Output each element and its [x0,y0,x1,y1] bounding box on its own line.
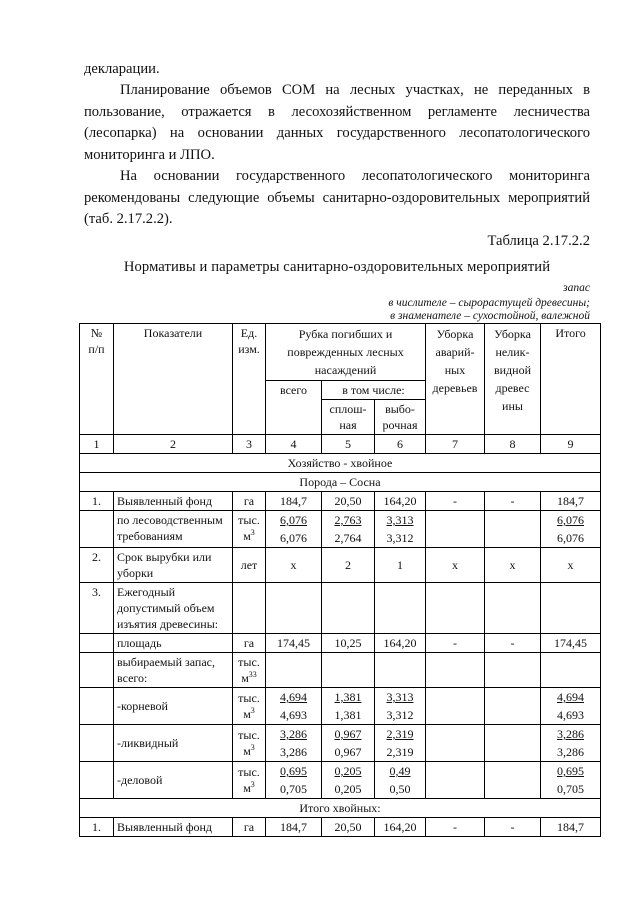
row-unit: тыс. $м^3$ [233,725,266,762]
column-number: 6 [375,435,426,454]
paragraph-line: (лесопарка) на основании данных государственного лесопатологического [84,125,590,142]
cell-selective: 3,313 3,312 [375,688,426,725]
row-num [80,634,114,653]
cell-total: 3,286 3,286 [541,725,601,762]
cell-selective: 164,20 [375,492,426,511]
row-label: выбираемый запас, всего: [114,653,233,688]
table-row [80,634,601,653]
column-number: 7 [426,435,485,454]
table-note: в числителе – сырорастущей древесины; [388,297,590,309]
table-row [80,688,601,725]
header-illiquid: Уборка нелик- видной древес ины [485,324,541,435]
header-emergency: Уборка аварий- ных деревьев [426,324,485,435]
table-row [80,818,601,837]
table-note: в знаменателе – сухостойной, валежной [390,310,590,322]
paragraph-line: На основании государственного лесопатологического мониторинга [120,168,590,184]
table-row [80,583,601,634]
cell-clear: 10,25 [322,634,375,653]
header-total: Итого [541,324,601,435]
row-unit: тыс. $м^3$ [233,688,266,725]
section-row [80,473,601,492]
column-number: 3 [233,435,266,454]
row-label: Выявленный фонд [114,492,233,511]
column-number: 5 [322,435,375,454]
column-number: 2 [114,435,233,454]
header-including: в том числе: [322,381,426,400]
table-row [80,762,601,799]
row-label: -деловой [114,762,233,799]
cell-all: 174,45 [266,634,322,653]
header-felling: Рубка погибших и поврежденных лесных насаждений [266,324,426,381]
cell-illiquid: х [485,548,541,583]
paragraph-line: (таб. 2.17.2.2). [84,211,173,228]
paragraph-planning [84,80,590,166]
cell-emergency: - [426,634,485,653]
row-unit: тыс. $м^3$ [233,511,266,548]
cell-all: х [266,548,322,583]
row-num [80,725,114,762]
cell-illiquid: - [485,492,541,511]
header-clear: сплош- ная [322,400,375,435]
table-title: Нормативы и параметры санитарно-оздоровительных мероприятий [123,259,551,275]
header-unit: Ед. изм. [233,324,266,435]
header-indicators: Показатели [114,324,233,435]
table-note: запас [563,282,590,294]
row-label: по лесоводственным требованиям [114,511,233,548]
cell-illiquid: - [485,818,541,837]
cell-emergency: - [426,492,485,511]
cell-selective: 1 [375,548,426,583]
cell-total: х [541,548,601,583]
cell-clear: 1,381 1,381 [322,688,375,725]
table-row [80,653,601,688]
cell-total: 6,076 6,076 [541,511,601,548]
column-number: 9 [541,435,601,454]
row-unit: тыс. $м^3$ [233,762,266,799]
table-row [80,725,601,762]
row-num: 1. [80,492,114,511]
header-selective: выбо- рочная [375,400,426,435]
row-label: -ликвидный [114,725,233,762]
sanitary-measures-table [79,323,601,837]
table-caption: Таблица 2.17.2.2 [487,233,590,249]
row-num: 3. [80,583,114,634]
section-row [80,454,601,473]
cell-emergency: х [426,548,485,583]
header-all: всего [266,381,322,435]
cell-all: 184,7 [266,492,322,511]
paragraph-line: пользование, отражается в лесохозяйственном регламенте лесничества [84,103,590,120]
cell-illiquid: - [485,634,541,653]
row-label: -корневой [114,688,233,725]
row-unit: га [233,818,266,837]
section-breed: Порода – Сосна [80,473,601,492]
row-unit: га [233,634,266,653]
paragraph-line: мониторинга и ЛПО. [84,146,215,163]
section-totals: Итого хвойных: [80,799,601,818]
paragraph-line: Планирование объемов СОМ на лесных участках, не переданных в [120,82,590,98]
column-number: 8 [485,435,541,454]
cell-total: 184,7 [541,818,601,837]
section-row [80,799,601,818]
cell-all: 6,076 6,076 [266,511,322,548]
cell-total: 184,7 [541,492,601,511]
cell-selective: 164,20 [375,634,426,653]
row-num [80,653,114,688]
cell-all: 4,694 4,693 [266,688,322,725]
row-num: 1. [80,818,114,837]
cell-all: 3,286 3,286 [266,725,322,762]
row-num [80,688,114,725]
cell-illiquid [485,511,541,548]
row-num: 2. [80,548,114,583]
cell-emergency: - [426,818,485,837]
row-label: Срок вырубки или уборки [114,548,233,583]
row-num [80,511,114,548]
cell-clear: 2 [322,548,375,583]
cell-clear: 0,205 0,205 [322,762,375,799]
row-label: площадь [114,634,233,653]
cell-total: 174,45 [541,634,601,653]
column-number: 4 [266,435,322,454]
header-num: № п/п [80,324,114,435]
cell-clear: 20,50 [322,492,375,511]
cell-clear: 20,50 [322,818,375,837]
row-unit: тыс. $м^{33}$ [233,653,266,688]
row-unit: лет [233,548,266,583]
cell-selective: 164,20 [375,818,426,837]
paragraph-line: рекомендованы следующие объемы санитарно-оздоровительных мероприятий [84,189,590,206]
cell-selective: 2,319 2,319 [375,725,426,762]
cell-clear: 2,763 2,764 [322,511,375,548]
cell-all: 0,695 0,705 [266,762,322,799]
table-row [80,548,601,583]
cell-all: 184,7 [266,818,322,837]
row-num [80,762,114,799]
cell-total: 0,695 0,705 [541,762,601,799]
cell-total: 4,694 4,693 [541,688,601,725]
column-number: 1 [80,435,114,454]
section-farm: Хозяйство - хвойное [80,454,601,473]
cell-clear: 0,967 0,967 [322,725,375,762]
cell-emergency [426,511,485,548]
paragraph-recommendation [84,166,590,231]
row-label: Выявленный фонд [114,818,233,837]
row-unit: га [233,492,266,511]
cell-selective: 0,49 0,50 [375,762,426,799]
table-header-row [80,324,601,381]
column-number-row [80,435,601,454]
table-row [80,492,601,511]
row-label: Ежегодный допустимый объем изъятия древесины: [114,583,233,634]
table-row [80,511,601,548]
cell-selective: 3,313 3,312 [375,511,426,548]
paragraph-continuation: декларации. [84,61,160,77]
